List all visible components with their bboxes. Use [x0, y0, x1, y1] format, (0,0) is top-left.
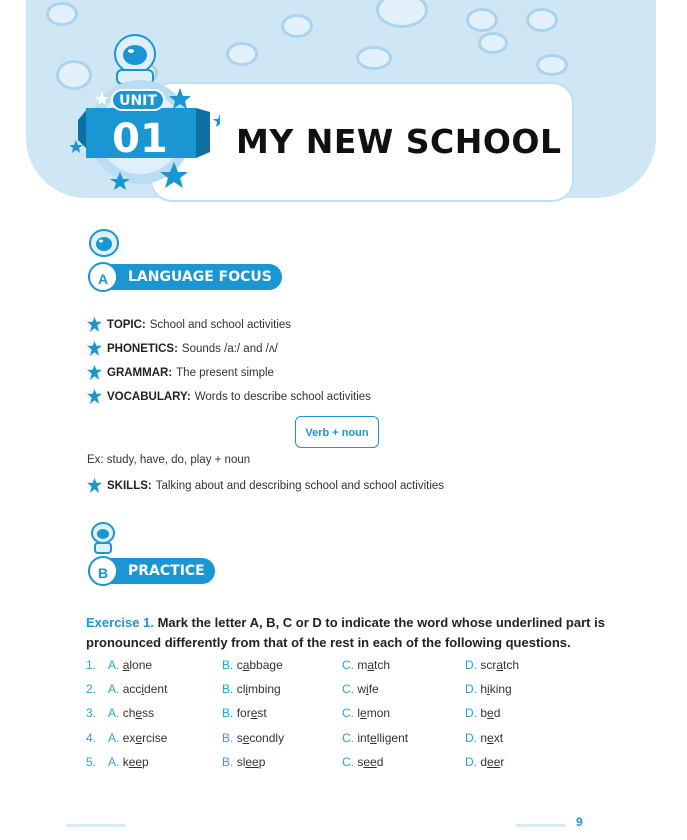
word-prefix: for — [236, 706, 251, 720]
crater-decoration — [526, 8, 558, 32]
option-letter: A. — [108, 731, 120, 745]
focus-item-grammar: GRAMMAR: The present simple — [87, 365, 274, 380]
word-prefix: k — [122, 755, 129, 769]
question-number: 2. — [86, 682, 97, 696]
word-suffix: ss — [142, 706, 155, 720]
option-letter: A. — [108, 755, 120, 769]
section-b-label: PRACTICE — [88, 558, 215, 584]
word-prefix: m — [357, 658, 368, 672]
word-suffix: xt — [493, 731, 504, 745]
focus-item-topic: TOPIC: School and school activities — [87, 317, 291, 332]
question-row — [86, 731, 606, 749]
star-bullet-icon — [87, 478, 102, 493]
footer-divider — [516, 824, 566, 827]
option-letter: D. — [465, 731, 477, 745]
word-prefix: ch — [122, 706, 136, 720]
question-number: 3. — [86, 706, 97, 720]
answer-option-a[interactable] — [108, 706, 154, 720]
word-prefix: l — [357, 706, 361, 720]
word-prefix: ex — [122, 731, 136, 745]
word-suffix: p — [142, 755, 149, 769]
underlined-part: e — [135, 706, 143, 720]
option-letter: C. — [342, 731, 354, 745]
word-suffix: p — [258, 755, 266, 769]
word-prefix: cl — [236, 682, 246, 696]
crater-decoration — [478, 32, 508, 54]
crater-decoration — [536, 54, 568, 76]
option-letter: B. — [222, 731, 234, 745]
answer-option-c[interactable] — [342, 658, 390, 672]
unit-badge — [70, 22, 220, 202]
star-bullet-icon — [87, 389, 102, 404]
underlined-part: a — [367, 658, 375, 672]
underlined-part: e — [487, 731, 494, 745]
option-letter: B. — [222, 658, 234, 672]
word-prefix: h — [480, 682, 488, 696]
underlined-part: e — [250, 706, 258, 720]
answer-option-d[interactable] — [465, 682, 512, 696]
answer-option-a[interactable] — [108, 731, 167, 745]
underlined-part: e — [242, 731, 250, 745]
star-bullet-icon — [87, 341, 102, 356]
option-letter: C. — [342, 755, 354, 769]
answer-option-d[interactable] — [465, 731, 503, 745]
astronaut-icon — [115, 35, 155, 84]
word-prefix: n — [480, 731, 488, 745]
answer-option-b[interactable] — [222, 658, 283, 672]
option-letter: D. — [465, 706, 477, 720]
underlined-part: e — [135, 731, 143, 745]
page-number: 9 — [576, 815, 583, 829]
focus-item-phonetics: PHONETICS: Sounds /a:/ and /ʌ/ — [87, 341, 278, 356]
answer-option-c[interactable] — [342, 731, 408, 745]
option-letter: D. — [465, 682, 477, 696]
question-row — [86, 755, 606, 773]
word-prefix: c — [236, 658, 243, 672]
astronaut-icon — [88, 228, 120, 262]
underlined-part: a — [122, 658, 130, 672]
answer-option-a[interactable] — [108, 658, 152, 672]
option-letter: D. — [465, 658, 477, 672]
svg-text:UNIT: UNIT — [119, 93, 157, 109]
option-letter: A. — [108, 682, 120, 696]
word-suffix: d — [376, 755, 384, 769]
word-prefix: sl — [236, 755, 246, 769]
word-suffix: bbage — [249, 658, 283, 672]
answer-option-c[interactable] — [342, 682, 379, 696]
crater-decoration — [376, 0, 428, 28]
option-letter: C. — [342, 682, 354, 696]
underlined-part: e — [360, 706, 367, 720]
crater-decoration — [226, 42, 258, 66]
example-line: Ex: study, have, do, play + noun — [87, 454, 251, 466]
word-suffix: st — [257, 706, 267, 720]
underlined-part: i — [487, 682, 490, 696]
answer-option-b[interactable] — [222, 731, 284, 745]
answer-option-d[interactable] — [465, 658, 519, 672]
question-number: 5. — [86, 755, 97, 769]
word-prefix: w — [357, 682, 367, 696]
word-suffix: fe — [368, 682, 379, 696]
underlined-part: a — [242, 658, 250, 672]
word-prefix: b — [480, 706, 488, 720]
word-suffix: lligent — [376, 731, 409, 745]
option-letter: C. — [342, 706, 354, 720]
star-bullet-icon — [87, 365, 102, 380]
answer-option-a[interactable] — [108, 682, 167, 696]
footer-divider — [66, 824, 126, 827]
crater-decoration — [281, 14, 313, 38]
question-number: 1. — [86, 658, 97, 672]
crater-decoration — [466, 8, 498, 32]
option-letter: A. — [108, 658, 120, 672]
astronaut-icon — [88, 521, 118, 555]
underlined-part: e — [370, 731, 377, 745]
answer-option-d[interactable] — [465, 706, 500, 720]
section-a-letter: A — [88, 262, 118, 292]
underlined-part: i — [366, 682, 369, 696]
word-suffix: rcise — [142, 731, 168, 745]
word-suffix: lone — [129, 658, 153, 672]
answer-option-d[interactable] — [465, 755, 504, 769]
unit-number: 01 — [112, 116, 168, 162]
answer-option-b[interactable] — [222, 682, 281, 696]
answer-option-c[interactable] — [342, 755, 383, 769]
answer-option-b[interactable] — [222, 706, 267, 720]
word-suffix: r — [500, 755, 505, 769]
word-prefix: int — [357, 731, 371, 745]
word-suffix: mon — [366, 706, 391, 720]
option-letter: B. — [222, 682, 234, 696]
answer-option-b[interactable] — [222, 755, 265, 769]
answer-option-c[interactable] — [342, 706, 390, 720]
verb-noun-box: Verb + noun — [295, 416, 379, 448]
exercise-label: Exercise 1. — [86, 615, 154, 630]
option-letter: C. — [342, 658, 354, 672]
word-prefix: acc — [122, 682, 142, 696]
underlined-part: e — [487, 706, 494, 720]
underlined-part: ee — [128, 755, 143, 769]
word-suffix: king — [489, 682, 512, 696]
option-letter: A. — [108, 706, 120, 720]
focus-item-skills: SKILLS: Talking about and describing school and school activities — [87, 478, 444, 493]
underlined-part: ee — [363, 755, 377, 769]
word-prefix: scr — [480, 658, 497, 672]
underlined-part: i — [245, 682, 249, 696]
word-suffix: dent — [144, 682, 168, 696]
word-prefix: d — [480, 755, 488, 769]
word-prefix: s — [357, 755, 364, 769]
crater-decoration — [356, 46, 392, 70]
underlined-part: a — [496, 658, 504, 672]
word-suffix: tch — [503, 658, 520, 672]
question-row — [86, 682, 606, 700]
page-title: MY NEW SCHOOL — [236, 122, 562, 161]
word-prefix: s — [236, 731, 243, 745]
option-letter: B. — [222, 706, 234, 720]
question-row — [86, 706, 606, 724]
section-a-label: LANGUAGE FOCUS — [88, 264, 282, 290]
underlined-part: i — [141, 682, 145, 696]
word-suffix: mbing — [248, 682, 281, 696]
answer-option-a[interactable] — [108, 755, 149, 769]
question-row — [86, 658, 606, 676]
underlined-part: ee — [487, 755, 501, 769]
option-letter: D. — [465, 755, 477, 769]
section-b-letter: B — [88, 556, 118, 586]
word-suffix: d — [493, 706, 501, 720]
word-suffix: tch — [374, 658, 391, 672]
exercise-text: Mark the letter A, B, C or D to indicate the word whose underlined part is pronounced differently from that of the rest in each of the following questions. — [86, 615, 605, 650]
underlined-part: ee — [245, 755, 259, 769]
star-bullet-icon — [87, 317, 102, 332]
focus-item-vocabulary: VOCABULARY: Words to describe school activities — [87, 389, 371, 404]
word-suffix: condly — [249, 731, 285, 745]
exercise-instruction — [86, 613, 606, 653]
option-letter: B. — [222, 755, 234, 769]
question-number: 4. — [86, 731, 97, 745]
